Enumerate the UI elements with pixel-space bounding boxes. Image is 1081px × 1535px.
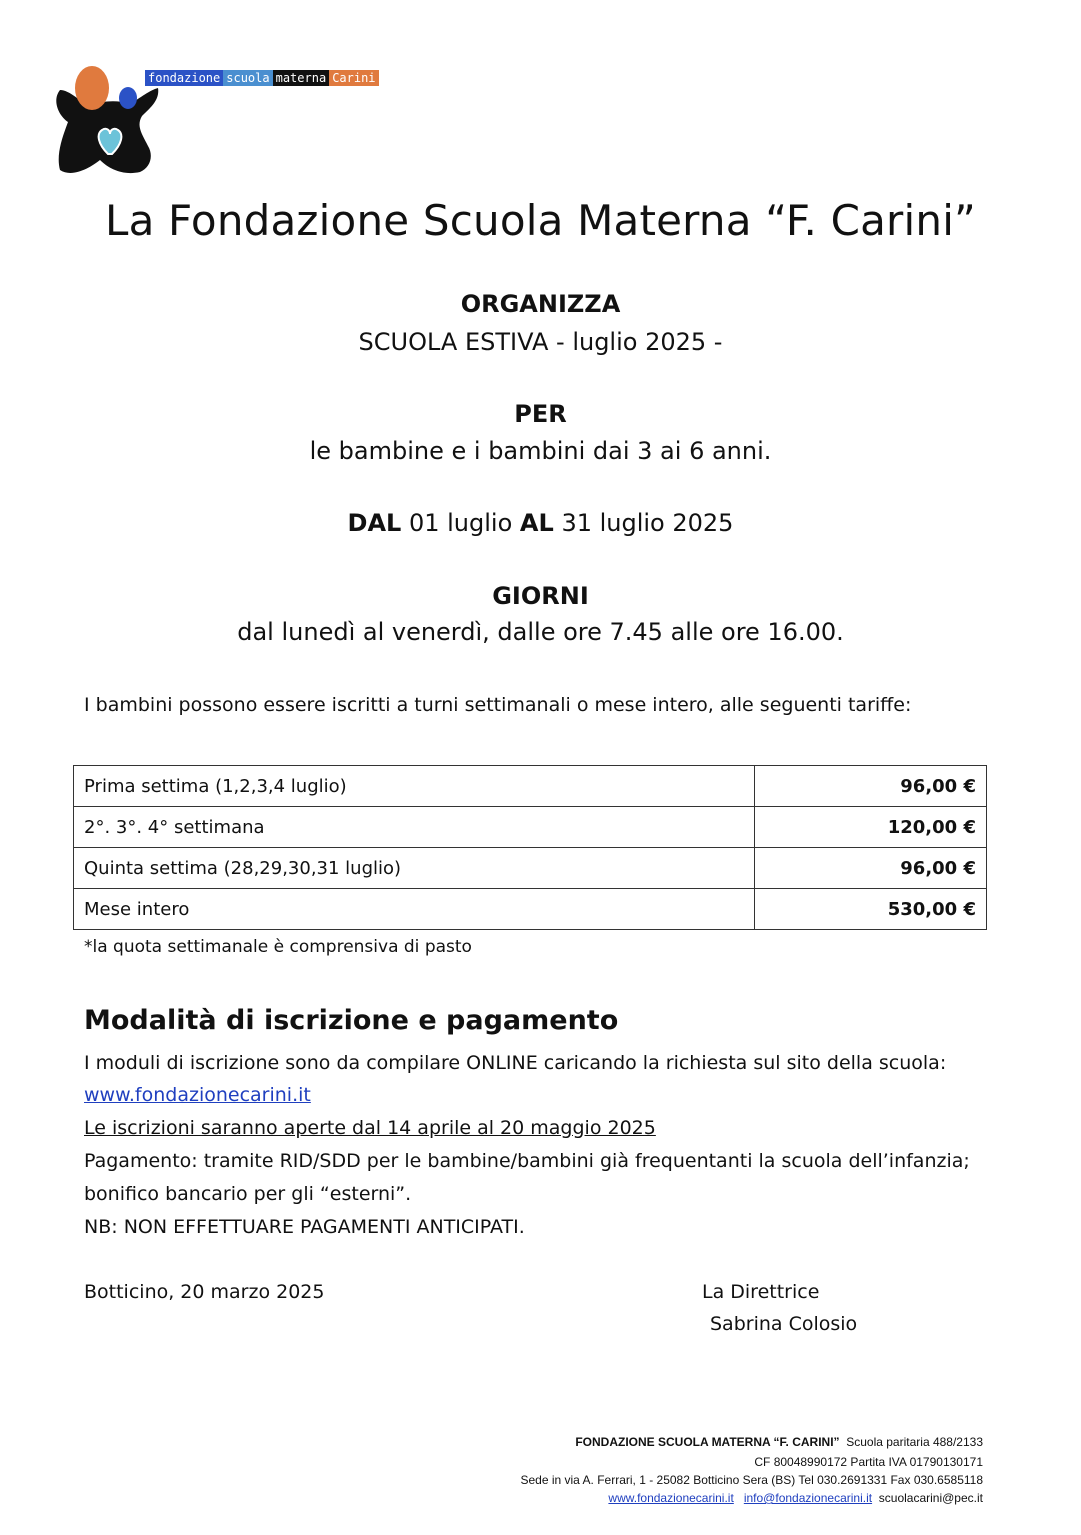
footer-org-line — [575, 1435, 983, 1449]
table-row — [74, 766, 987, 807]
end-date: 31 luglio 2025 — [561, 509, 734, 537]
footer-paritaria: Scuola paritaria 488/2133 — [846, 1435, 983, 1449]
rate-price: 120,00 € — [755, 807, 987, 848]
brand-word-materna: materna — [273, 70, 330, 86]
footer-email-link[interactable]: info@fondazionecarini.it — [743, 1491, 873, 1505]
payment-line-2: bonifico bancario per gli “esterni”. — [84, 1183, 412, 1205]
enrollment-dates: Le iscrizioni saranno aperte dal 14 aprile al 20 maggio 2025 — [84, 1117, 656, 1139]
start-date: 01 luglio — [408, 509, 513, 537]
footer-fiscal: CF 80048990172 Partita IVA 01790130171 — [754, 1455, 983, 1469]
brand-word-carini: Carini — [329, 70, 378, 86]
footer-contacts — [608, 1491, 983, 1505]
section-title: Modalità di iscrizione e pagamento — [84, 1005, 619, 1036]
rate-price: 96,00 € — [755, 766, 987, 807]
rate-label: Mese intero — [74, 889, 755, 930]
table-row — [74, 848, 987, 889]
logo-orange-head — [75, 66, 109, 110]
organizza-heading: ORGANIZZA — [460, 290, 621, 318]
meal-note: *la quota settimanale è comprensiva di pasto — [84, 937, 472, 957]
website-link[interactable]: www.fondazionecarini.it — [84, 1084, 311, 1106]
enrollment-line: I moduli di iscrizione sono da compilare ONLINE caricando la richiesta sul sito della scuola: — [84, 1052, 947, 1074]
rates-intro: I bambini possono essere iscritti a turni settimanali o mese intero, alle seguenti tariffe: — [84, 694, 912, 716]
footer-address: Sede in via A. Ferrari, 1 - 25082 Botticino Sera (BS) Tel 030.2691331 Fax 030.6585118 — [520, 1473, 983, 1487]
per-text: le bambine e i bambini dai 3 ai 6 anni. — [309, 437, 772, 465]
logo-brand-text — [145, 70, 379, 86]
nb-note: NB: NON EFFETTUARE PAGAMENTI ANTICIPATI. — [84, 1216, 525, 1238]
footer-pec: scuolacarini@pec.it — [878, 1491, 983, 1505]
giorni-text: dal lunedì al venerdì, dalle ore 7.45 alle ore 16.00. — [237, 618, 844, 646]
rate-label: 2°. 3°. 4° settimana — [74, 807, 755, 848]
dal-label: DAL — [347, 509, 402, 537]
logo-blue-head — [119, 87, 137, 109]
per-heading: PER — [514, 400, 567, 428]
rate-price: 96,00 € — [755, 848, 987, 889]
footer-website-link[interactable]: www.fondazionecarini.it — [608, 1491, 734, 1505]
signature-name: Sabrina Colosio — [710, 1313, 858, 1335]
date-range — [0, 509, 1081, 537]
giorni-heading: GIORNI — [492, 582, 589, 610]
document-title: La Fondazione Scuola Materna “F. Carini” — [104, 196, 977, 245]
brand-word-fondazione: fondazione — [145, 70, 223, 86]
place-date: Botticino, 20 marzo 2025 — [84, 1281, 325, 1303]
brand-word-scuola: scuola — [223, 70, 272, 86]
table-row — [74, 889, 987, 930]
rate-price: 530,00 € — [755, 889, 987, 930]
rates-table — [73, 765, 987, 930]
signature-role: La Direttrice — [702, 1281, 820, 1303]
al-label: AL — [519, 509, 554, 537]
rate-label: Quinta settima (28,29,30,31 luglio) — [74, 848, 755, 889]
payment-line-1: Pagamento: tramite RID/SDD per le bambine/bambini già frequentanti la scuola dell’infanzia; — [84, 1150, 970, 1172]
organizza-text: SCUOLA ESTIVA - luglio 2025 - — [358, 328, 723, 356]
table-row — [74, 807, 987, 848]
footer-org: FONDAZIONE SCUOLA MATERNA “F. CARINI” — [575, 1435, 840, 1449]
rate-label: Prima settima (1,2,3,4 luglio) — [74, 766, 755, 807]
